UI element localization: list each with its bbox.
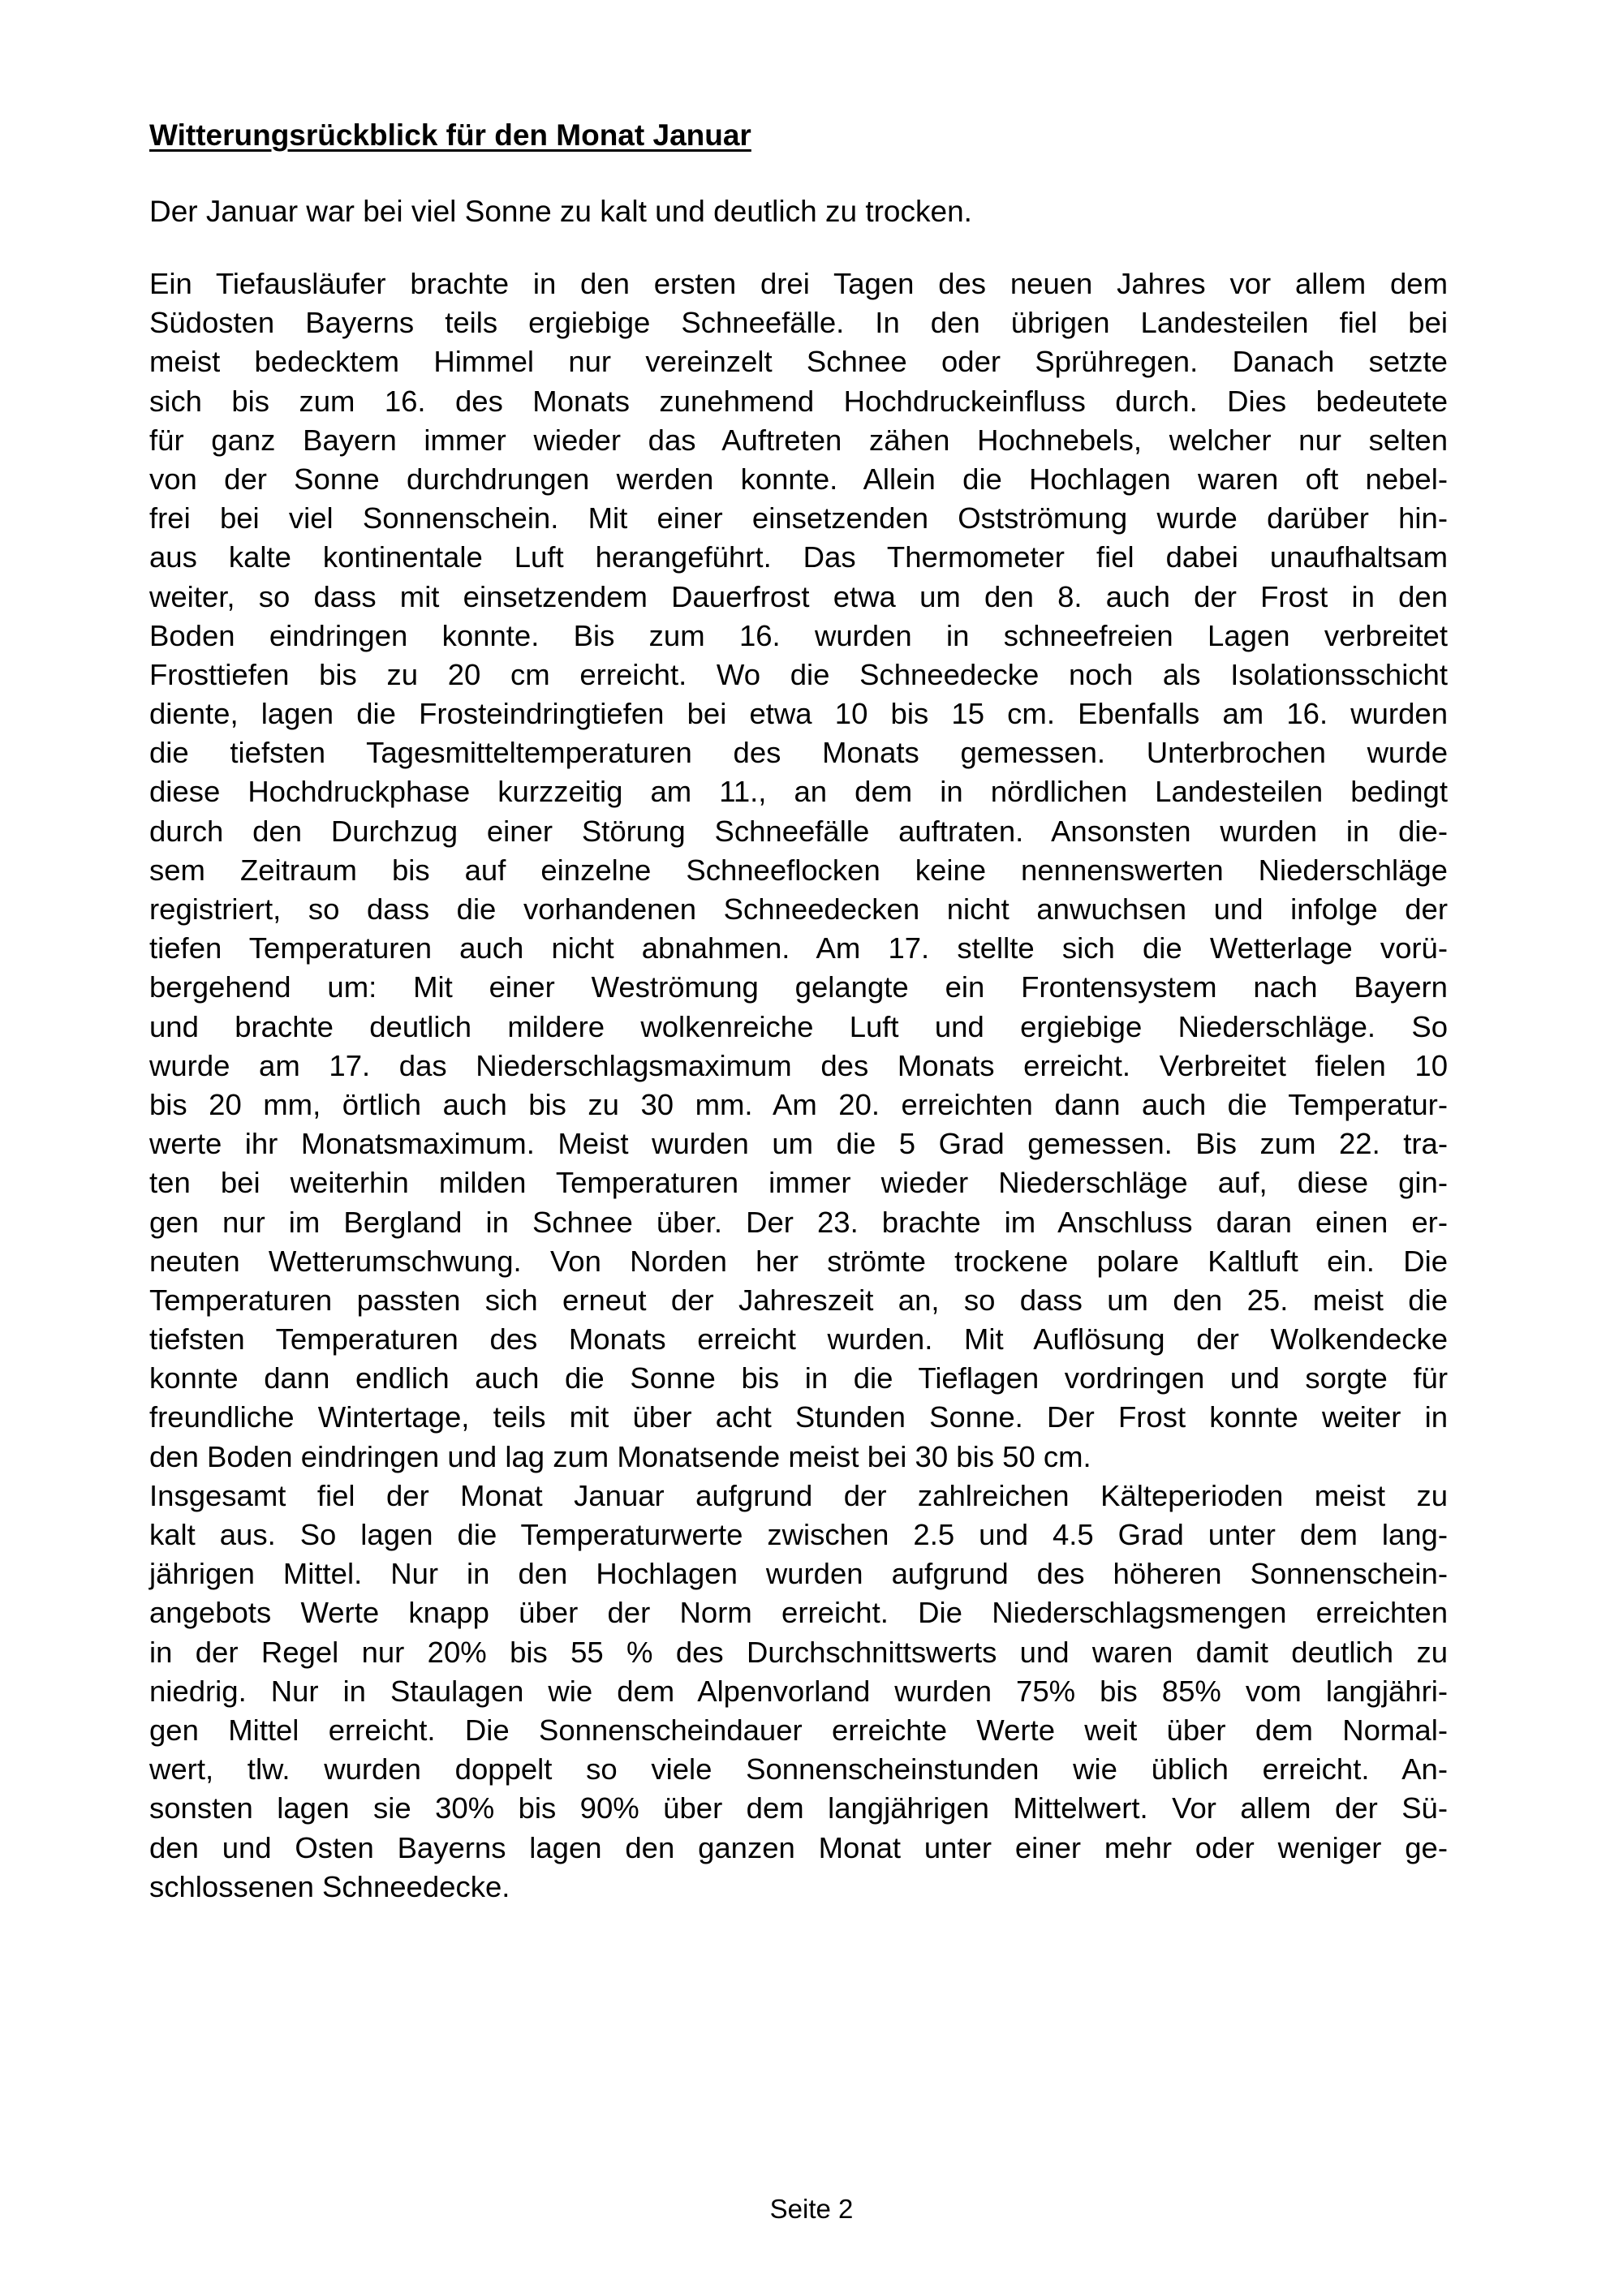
text-line: Insgesamt fiel der Monat Januar aufgrund der zahlreichen Kälteperioden meist zu xyxy=(149,1478,1448,1512)
text-line: freundliche Wintertage, teils mit über acht Stunden Sonne. Der Frost konnte weiter in xyxy=(149,1400,1448,1434)
text-line: wurde am 17. das Niederschlagsmaximum des Monats erreicht. Verbreitet fielen 10 xyxy=(149,1048,1448,1082)
text-line: Boden eindringen konnte. Bis zum 16. wurden in schneefreien Lagen verbreitet xyxy=(149,618,1448,652)
text-line: von der Sonne durchdrungen werden konnte. Allein die Hochlagen waren oft nebel- xyxy=(149,462,1448,496)
text-line: durch den Durchzug einer Störung Schneefälle auftraten. Ansonsten wurden in die- xyxy=(149,814,1448,848)
text-line: und brachte deutlich mildere wolkenreiche Luft und ergiebige Niederschläge. So xyxy=(149,1009,1448,1043)
text-line: den Boden eindringen und lag zum Monatsende meist bei 30 bis 50 cm. xyxy=(149,1439,1091,1473)
text-line: gen Mittel erreicht. Die Sonnenscheindauer erreichte Werte weit über dem Normal- xyxy=(149,1713,1448,1747)
text-line: meist bedecktem Himmel nur vereinzelt Schnee oder Sprühregen. Danach setzte xyxy=(149,345,1448,379)
text-line: Temperaturen passten sich erneut der Jahreszeit an, so dass um den 25. meist die xyxy=(149,1283,1448,1317)
text-line: die tiefsten Tagesmitteltemperaturen des Monats gemessen. Unterbrochen wurde xyxy=(149,736,1448,770)
text-line: gen nur im Bergland in Schnee über. Der 23. brachte im Anschluss daran einen er- xyxy=(149,1205,1448,1239)
text-line: jährigen Mittel. Nur in den Hochlagen wurden aufgrund des höheren Sonnenschein- xyxy=(149,1557,1448,1591)
text-line: bis 20 mm, örtlich auch bis zu 30 mm. Am 20. erreichten dann auch die Temperatur- xyxy=(149,1087,1448,1121)
text-line: tiefsten Temperaturen des Monats erreicht wurden. Mit Auflösung der Wolkendecke xyxy=(149,1322,1448,1357)
text-line: bergehend um: Mit einer Weströmung gelangte ein Frontensystem nach Bayern xyxy=(149,970,1448,1004)
text-line: tiefen Temperaturen auch nicht abnahmen. Am 17. stellte sich die Wetterlage vorü- xyxy=(149,931,1448,965)
text-line: Ein Tiefausläufer brachte in den ersten drei Tagen des neuen Jahres vor allem dem xyxy=(149,267,1448,300)
text-line: niedrig. Nur in Staulagen wie dem Alpenvorland wurden 75% bis 85% vom langjähri- xyxy=(149,1674,1448,1708)
text-line: weiter, so dass mit einsetzendem Dauerfrost etwa um den 8. auch der Frost in den xyxy=(149,579,1448,613)
text-line: angebots Werte knapp über der Norm erreicht. Die Niederschlagsmengen erreichten xyxy=(149,1596,1448,1630)
body-text xyxy=(149,264,1448,1907)
page-number: Seite 2 xyxy=(769,2194,854,2224)
text-line: Südosten Bayerns teils ergiebige Schneefälle. In den übrigen Landesteilen fiel bei xyxy=(149,306,1448,340)
text-line: in der Regel nur 20% bis 55 % des Durchschnittswerts und waren damit deutlich zu xyxy=(149,1635,1448,1669)
text-line: registriert, so dass die vorhandenen Schneedecken nicht anwuchsen und infolge der xyxy=(149,892,1448,926)
text-line: schlossenen Schneedecke. xyxy=(149,1869,510,1903)
text-line: sonsten lagen sie 30% bis 90% über dem langjährigen Mittelwert. Vor allem der Sü- xyxy=(149,1791,1448,1825)
text-line: konnte dann endlich auch die Sonne bis in die Tieflagen vordringen und sorgte für xyxy=(149,1361,1448,1395)
page-title: Witterungsrückblick für den Monat Januar xyxy=(149,118,751,152)
text-line: werte ihr Monatsmaximum. Meist wurden um die 5 Grad gemessen. Bis zum 22. tra- xyxy=(149,1127,1448,1161)
text-line: diese Hochdruckphase kurzzeitig am 11., an dem in nördlichen Landesteilen bedingt xyxy=(149,775,1448,809)
intro-paragraph: Der Januar war bei viel Sonne zu kalt und deutlich zu trocken. xyxy=(149,195,972,228)
text-line: diente, lagen die Frosteindringtiefen bei etwa 10 bis 15 cm. Ebenfalls am 16. wurden xyxy=(149,697,1448,731)
text-line: frei bei viel Sonnenschein. Mit einer einsetzenden Ostströmung wurde darüber hin- xyxy=(149,501,1448,535)
text-line: sich bis zum 16. des Monats zunehmend Hochdruckeinfluss durch. Dies bedeutete xyxy=(149,384,1448,418)
text-line: den und Osten Bayerns lagen den ganzen Monat unter einer mehr oder weniger ge- xyxy=(149,1830,1448,1864)
text-line: neuten Wetterumschwung. Von Norden her strömte trockene polare Kaltluft ein. Die xyxy=(149,1244,1448,1278)
text-line: kalt aus. So lagen die Temperaturwerte zwischen 2.5 und 4.5 Grad unter dem lang- xyxy=(149,1518,1448,1551)
text-line: aus kalte kontinentale Luft herangeführt. Das Thermometer fiel dabei unaufhaltsam xyxy=(149,540,1448,574)
text-line: Frosttiefen bis zu 20 cm erreicht. Wo die Schneedecke noch als Isolationsschicht xyxy=(149,657,1448,691)
text-line: für ganz Bayern immer wieder das Auftreten zähen Hochnebels, welcher nur selten xyxy=(149,423,1448,457)
text-line: wert, tlw. wurden doppelt so viele Sonnenscheinstunden wie üblich erreicht. An- xyxy=(149,1752,1448,1786)
text-line: sem Zeitraum bis auf einzelne Schneeflocken keine nennenswerten Niederschläge xyxy=(149,853,1448,887)
text-line: ten bei weiterhin milden Temperaturen immer wieder Niederschläge auf, diese gin- xyxy=(149,1166,1448,1200)
